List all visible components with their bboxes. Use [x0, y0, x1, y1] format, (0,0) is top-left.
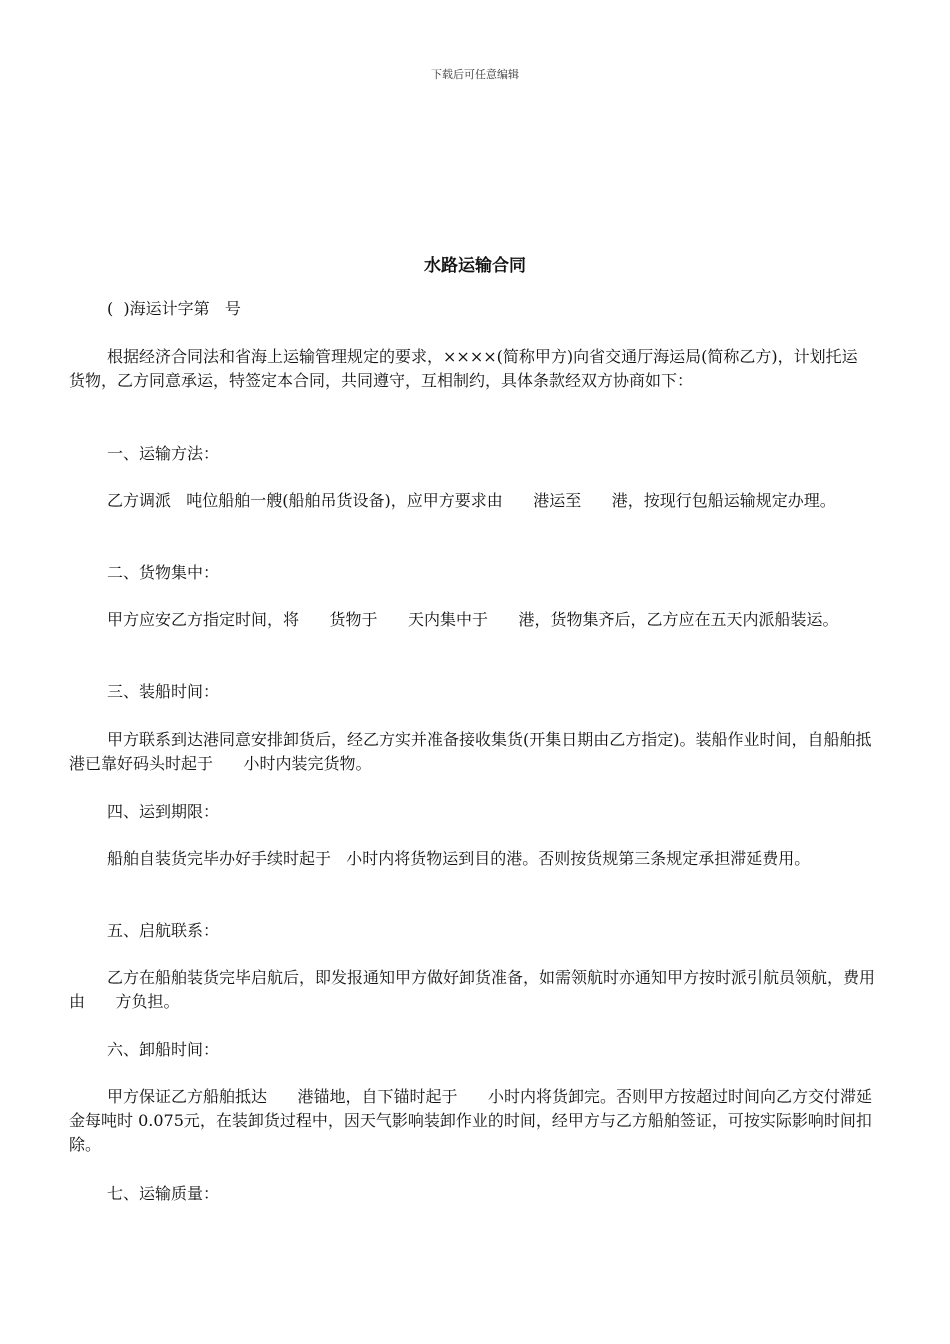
section-heading-2: 二、货物集中：: [107, 563, 220, 582]
section-heading-1: 一、运输方法：: [107, 444, 220, 463]
section-text-5: 乙方在船舶装货完毕启航后，即发报通知甲方做好卸货准备，如需领航时亦通知甲方按时派引航员领航，费用由 方负担。: [69, 968, 876, 1011]
section-heading-4: 四、运到期限：: [107, 802, 220, 821]
preamble-paragraph: 根据经济合同法和省海上运输管理规定的要求，××××(简称甲方)向省交通厅海运局(简称乙方)，计划托运 货物，乙方同意承运，特签定本合同，共同遵守，互相制约，具体条款经双方协商如下：: [69, 347, 894, 390]
section-text-1: 乙方调派 吨位船舶一艘(船舶吊货设备)，应甲方要求由 港运至 港，按现行包船运输规定办理。: [107, 491, 836, 510]
section-text-6: 甲方保证乙方船舶抵达 港锚地，自下锚时起于 小时内将货卸完。否则甲方按超过时间向乙方交付滞延金每吨时 0.075元，在装卸货过程中，因天气影响装卸作业的时间，经甲方与乙方船舶签证，可按实际影响时间扣除。: [69, 1087, 873, 1154]
section-text-4: 船舶自装货完毕办好手续时起于 小时内将货物运到目的港。否则按货规第三条规定承担滞延费用。: [107, 849, 811, 868]
header-note: 下载后可任意编辑: [431, 68, 519, 81]
contract-number: ( )海运计字第 号: [107, 299, 241, 318]
contract-title: 水路运输合同: [424, 256, 526, 276]
section-heading-7: 七、运输质量：: [107, 1184, 220, 1203]
section-heading-3: 三、装船时间：: [107, 682, 220, 701]
section-text-2: 甲方应安乙方指定时间，将 货物于 天内集中于 港，货物集齐后，乙方应在五天内派船装运。: [107, 610, 839, 629]
section-text-3: 甲方联系到达港同意安排卸货后，经乙方实并准备接收集货(开集日期由乙方指定)。装船作业时间，自船舶抵港已靠好码头时起于 小时内装完货物。: [69, 730, 872, 773]
section-heading-6: 六、卸船时间：: [107, 1040, 220, 1059]
section-heading-5: 五、启航联系：: [107, 921, 220, 940]
